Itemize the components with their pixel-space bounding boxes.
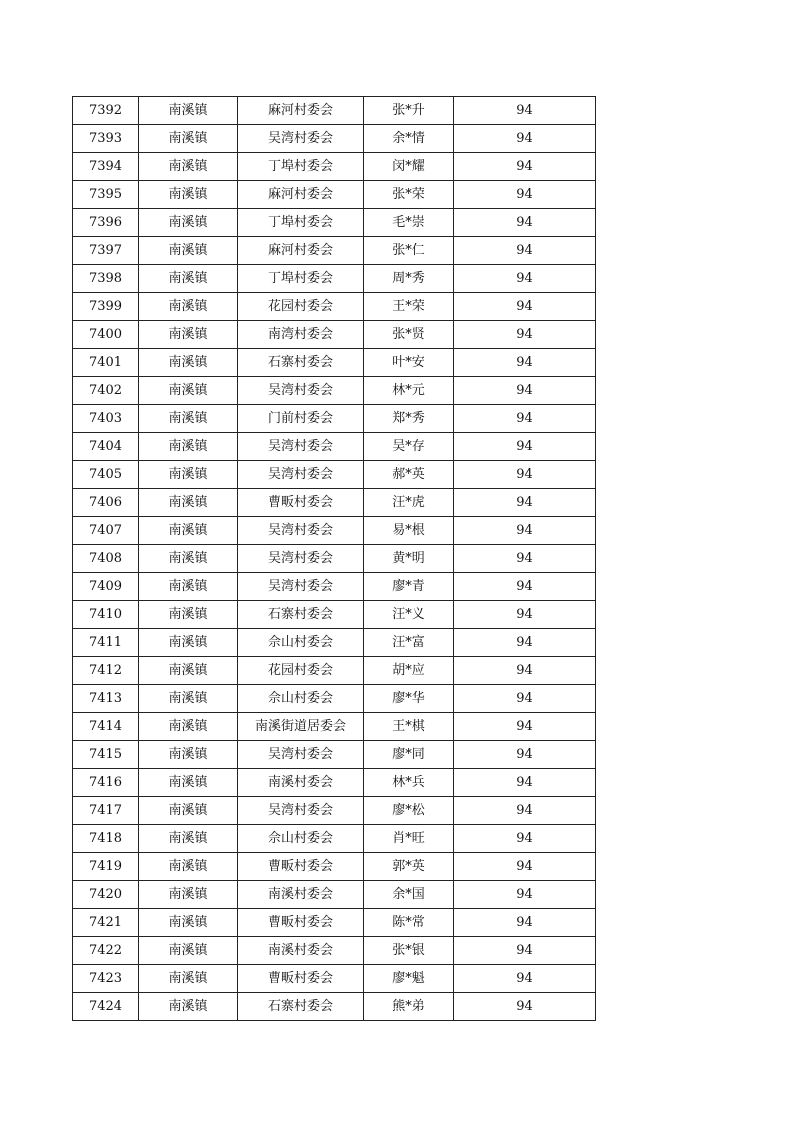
person-name-cell: 廖*魁 [364,965,454,993]
village-committee-cell: 花园村委会 [238,293,364,321]
table-row [73,237,596,265]
serial-number-cell: 7396 [73,209,139,237]
score-cell: 94 [454,321,596,349]
score-cell: 94 [454,937,596,965]
town-cell: 南溪镇 [139,601,238,629]
town-cell: 南溪镇 [139,685,238,713]
village-committee-cell: 石寨村委会 [238,601,364,629]
serial-number-cell: 7415 [73,741,139,769]
town-cell: 南溪镇 [139,965,238,993]
village-committee-cell: 南湾村委会 [238,321,364,349]
serial-number-cell: 7420 [73,881,139,909]
person-name-cell: 廖*华 [364,685,454,713]
score-cell: 94 [454,153,596,181]
table-row [73,685,596,713]
serial-number-cell: 7400 [73,321,139,349]
score-cell: 94 [454,489,596,517]
table-row [73,741,596,769]
score-cell: 94 [454,769,596,797]
score-cell: 94 [454,629,596,657]
serial-number-cell: 7405 [73,461,139,489]
village-committee-cell: 南溪街道居委会 [238,713,364,741]
table-row [73,97,596,125]
person-name-cell: 张*银 [364,937,454,965]
town-cell: 南溪镇 [139,741,238,769]
serial-number-cell: 7393 [73,125,139,153]
town-cell: 南溪镇 [139,713,238,741]
village-committee-cell: 曹畈村委会 [238,909,364,937]
score-cell: 94 [454,237,596,265]
table-row [73,125,596,153]
person-name-cell: 叶*安 [364,349,454,377]
table-row [73,433,596,461]
town-cell: 南溪镇 [139,657,238,685]
village-committee-cell: 吴湾村委会 [238,461,364,489]
town-cell: 南溪镇 [139,265,238,293]
table-body [73,97,596,1021]
person-name-cell: 易*根 [364,517,454,545]
person-name-cell: 郝*英 [364,461,454,489]
score-cell: 94 [454,265,596,293]
village-committee-cell: 吴湾村委会 [238,545,364,573]
table-row [73,377,596,405]
serial-number-cell: 7392 [73,97,139,125]
village-committee-cell: 丁埠村委会 [238,153,364,181]
person-name-cell: 王*棋 [364,713,454,741]
serial-number-cell: 7399 [73,293,139,321]
table-row [73,489,596,517]
serial-number-cell: 7424 [73,993,139,1021]
village-committee-cell: 吴湾村委会 [238,797,364,825]
person-name-cell: 张*荣 [364,181,454,209]
score-cell: 94 [454,881,596,909]
person-name-cell: 张*升 [364,97,454,125]
person-name-cell: 廖*同 [364,741,454,769]
town-cell: 南溪镇 [139,937,238,965]
person-name-cell: 郭*英 [364,853,454,881]
table-row [73,825,596,853]
serial-number-cell: 7412 [73,657,139,685]
serial-number-cell: 7411 [73,629,139,657]
score-cell: 94 [454,965,596,993]
table-row [73,545,596,573]
town-cell: 南溪镇 [139,405,238,433]
village-committee-cell: 石寨村委会 [238,993,364,1021]
table-row [73,797,596,825]
score-cell: 94 [454,741,596,769]
serial-number-cell: 7421 [73,909,139,937]
score-cell: 94 [454,573,596,601]
town-cell: 南溪镇 [139,629,238,657]
score-cell: 94 [454,909,596,937]
score-cell: 94 [454,461,596,489]
table-row [73,349,596,377]
person-name-cell: 余*情 [364,125,454,153]
score-cell: 94 [454,405,596,433]
serial-number-cell: 7422 [73,937,139,965]
serial-number-cell: 7404 [73,433,139,461]
score-cell: 94 [454,825,596,853]
serial-number-cell: 7401 [73,349,139,377]
person-name-cell: 林*兵 [364,769,454,797]
person-name-cell: 毛*崇 [364,209,454,237]
town-cell: 南溪镇 [139,993,238,1021]
score-cell: 94 [454,685,596,713]
person-name-cell: 黄*明 [364,545,454,573]
town-cell: 南溪镇 [139,349,238,377]
table-row [73,769,596,797]
village-committee-cell: 曹畈村委会 [238,965,364,993]
person-name-cell: 张*贤 [364,321,454,349]
serial-number-cell: 7406 [73,489,139,517]
town-cell: 南溪镇 [139,573,238,601]
serial-number-cell: 7408 [73,545,139,573]
person-name-cell: 汪*义 [364,601,454,629]
table-row [73,153,596,181]
score-cell: 94 [454,293,596,321]
village-committee-cell: 吴湾村委会 [238,517,364,545]
person-name-cell: 汪*富 [364,629,454,657]
table-row [73,965,596,993]
person-name-cell: 肖*旺 [364,825,454,853]
village-committee-cell: 吴湾村委会 [238,433,364,461]
score-cell: 94 [454,181,596,209]
person-name-cell: 周*秀 [364,265,454,293]
village-committee-cell: 吴湾村委会 [238,573,364,601]
serial-number-cell: 7417 [73,797,139,825]
score-cell: 94 [454,209,596,237]
table-row [73,881,596,909]
score-cell: 94 [454,853,596,881]
person-name-cell: 廖*松 [364,797,454,825]
town-cell: 南溪镇 [139,797,238,825]
person-name-cell: 郑*秀 [364,405,454,433]
serial-number-cell: 7414 [73,713,139,741]
score-cell: 94 [454,125,596,153]
serial-number-cell: 7423 [73,965,139,993]
person-name-cell: 闵*耀 [364,153,454,181]
village-committee-cell: 南溪村委会 [238,937,364,965]
score-cell: 94 [454,349,596,377]
score-cell: 94 [454,713,596,741]
table-row [73,405,596,433]
table-row [73,265,596,293]
table-row [73,601,596,629]
village-committee-cell: 吴湾村委会 [238,377,364,405]
serial-number-cell: 7407 [73,517,139,545]
village-committee-cell: 花园村委会 [238,657,364,685]
village-committee-cell: 丁埠村委会 [238,265,364,293]
village-committee-cell: 南溪村委会 [238,881,364,909]
person-name-cell: 陈*常 [364,909,454,937]
town-cell: 南溪镇 [139,825,238,853]
town-cell: 南溪镇 [139,909,238,937]
village-committee-cell: 吴湾村委会 [238,125,364,153]
score-cell: 94 [454,377,596,405]
person-name-cell: 廖*青 [364,573,454,601]
serial-number-cell: 7398 [73,265,139,293]
serial-number-cell: 7403 [73,405,139,433]
score-cell: 94 [454,517,596,545]
village-committee-cell: 佘山村委会 [238,685,364,713]
village-committee-cell: 佘山村委会 [238,629,364,657]
village-committee-cell: 麻河村委会 [238,97,364,125]
town-cell: 南溪镇 [139,321,238,349]
village-committee-cell: 吴湾村委会 [238,741,364,769]
town-cell: 南溪镇 [139,377,238,405]
village-committee-cell: 曹畈村委会 [238,489,364,517]
village-committee-cell: 曹畈村委会 [238,853,364,881]
town-cell: 南溪镇 [139,489,238,517]
person-name-cell: 汪*虎 [364,489,454,517]
table-row [73,629,596,657]
person-name-cell: 王*荣 [364,293,454,321]
score-cell: 94 [454,433,596,461]
town-cell: 南溪镇 [139,97,238,125]
village-committee-cell: 丁埠村委会 [238,209,364,237]
town-cell: 南溪镇 [139,433,238,461]
village-committee-cell: 麻河村委会 [238,237,364,265]
table-row [73,573,596,601]
serial-number-cell: 7395 [73,181,139,209]
person-name-cell: 熊*弟 [364,993,454,1021]
town-cell: 南溪镇 [139,237,238,265]
town-cell: 南溪镇 [139,853,238,881]
score-cell: 94 [454,545,596,573]
score-cell: 94 [454,97,596,125]
serial-number-cell: 7416 [73,769,139,797]
village-committee-cell: 麻河村委会 [238,181,364,209]
score-cell: 94 [454,993,596,1021]
table-row [73,461,596,489]
village-committee-cell: 南溪村委会 [238,769,364,797]
table-row [73,713,596,741]
table-row [73,181,596,209]
person-name-cell: 林*元 [364,377,454,405]
serial-number-cell: 7419 [73,853,139,881]
town-cell: 南溪镇 [139,545,238,573]
serial-number-cell: 7409 [73,573,139,601]
table-row [73,853,596,881]
person-name-cell: 胡*应 [364,657,454,685]
serial-number-cell: 7413 [73,685,139,713]
table-row [73,993,596,1021]
village-committee-cell: 佘山村委会 [238,825,364,853]
table-row [73,209,596,237]
village-committee-cell: 石寨村委会 [238,349,364,377]
town-cell: 南溪镇 [139,153,238,181]
table-row [73,293,596,321]
town-cell: 南溪镇 [139,125,238,153]
town-cell: 南溪镇 [139,181,238,209]
table-row [73,657,596,685]
serial-number-cell: 7410 [73,601,139,629]
town-cell: 南溪镇 [139,769,238,797]
table-row [73,517,596,545]
person-name-cell: 吴*存 [364,433,454,461]
table-row [73,321,596,349]
town-cell: 南溪镇 [139,517,238,545]
town-cell: 南溪镇 [139,461,238,489]
town-cell: 南溪镇 [139,293,238,321]
town-cell: 南溪镇 [139,881,238,909]
data-table [72,96,596,1021]
score-cell: 94 [454,797,596,825]
serial-number-cell: 7402 [73,377,139,405]
village-committee-cell: 门前村委会 [238,405,364,433]
score-cell: 94 [454,601,596,629]
person-name-cell: 余*国 [364,881,454,909]
table-row [73,937,596,965]
score-cell: 94 [454,657,596,685]
person-name-cell: 张*仁 [364,237,454,265]
serial-number-cell: 7394 [73,153,139,181]
serial-number-cell: 7418 [73,825,139,853]
serial-number-cell: 7397 [73,237,139,265]
town-cell: 南溪镇 [139,209,238,237]
table-row [73,909,596,937]
